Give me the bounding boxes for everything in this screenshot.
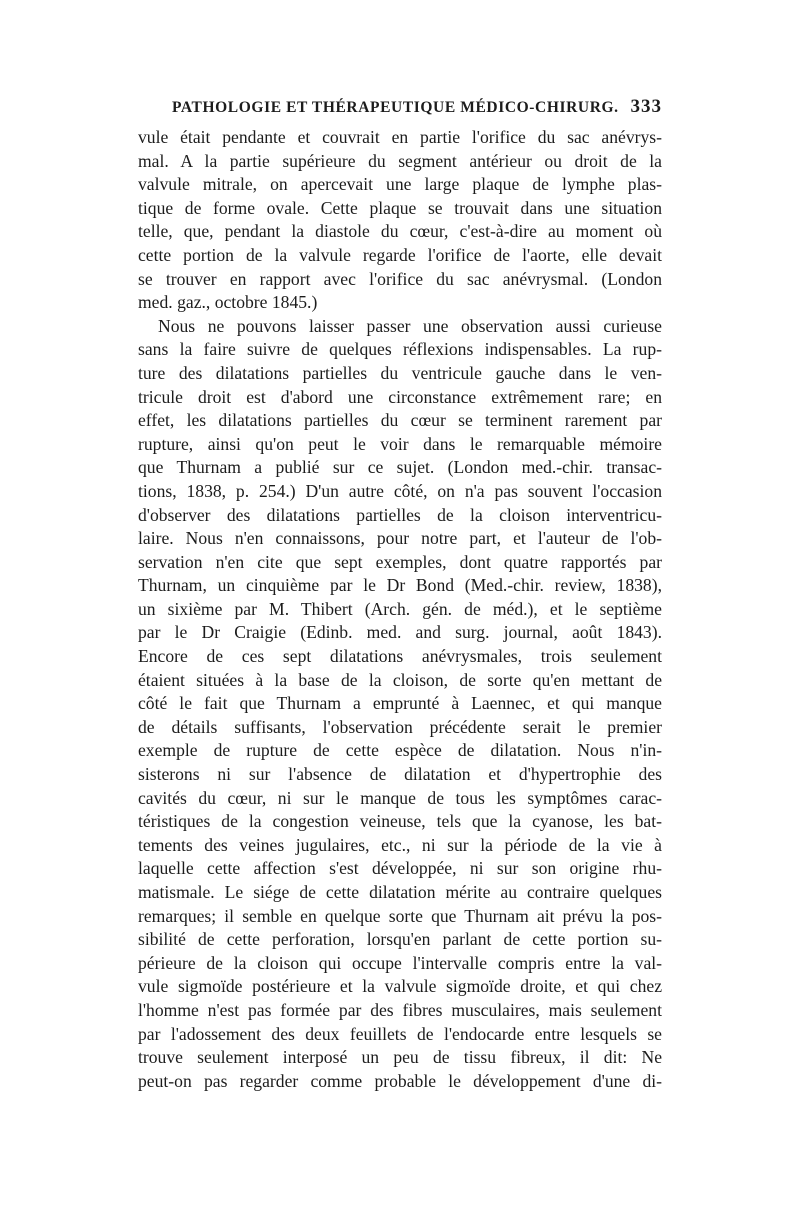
- text-line: servation n'en cite que sept exemples, dont quatre rapportés par: [138, 551, 662, 572]
- text-line: valvule mitrale, on apercevait une large plaque de lymphe plas-: [138, 174, 662, 195]
- text-line: que Thurnam a publié sur ce sujet. (London med.-chir. transac-: [138, 457, 662, 478]
- text-line: d'observer des dilatations partielles de la cloison interventricu-: [138, 504, 662, 525]
- text-line: périeure de la cloison qui occupe l'intervalle compris entre la val-: [138, 952, 662, 973]
- text-line: Nous ne pouvons laisser passer une observation aussi curieuse: [158, 315, 662, 336]
- text-line: par le Dr Craigie (Edinb. med. and surg. journal, août 1843).: [138, 622, 662, 643]
- text-line: Encore de ces sept dilatations anévrysmales, trois seulement: [138, 646, 662, 667]
- text-line: par l'adossement des deux feuillets de l'endocarde entre lesquels se: [138, 1023, 662, 1044]
- text-line: sisterons ni sur l'absence de dilatation et d'hypertrophie des: [138, 764, 662, 785]
- text-line: l'homme n'est pas formée par des fibres musculaires, mais seulement: [138, 999, 662, 1020]
- running-title: PATHOLOGIE ET THÉRAPEUTIQUE MÉDICO-CHIRURG.: [172, 99, 619, 116]
- text-line: remarques; il semble en quelque sorte que Thurnam ait prévu la pos-: [138, 905, 662, 926]
- text-line: un sixième par M. Thibert (Arch. gén. de méd.), et le septième: [138, 598, 662, 619]
- text-line: peut-on pas regarder comme probable le développement d'une di-: [138, 1070, 662, 1091]
- text-line: ture des dilatations partielles du ventricule gauche dans le ven-: [138, 362, 662, 383]
- book-page: [138, 96, 662, 1093]
- text-line: vule sigmoïde postérieure et la valvule sigmoïde droite, et qui chez: [138, 976, 662, 997]
- text-line: tions, 1838, p. 254.) D'un autre côté, on n'a pas souvent l'occasion: [138, 480, 662, 501]
- text-line: rupture, ainsi qu'on peut le voir dans le remarquable mémoire: [138, 433, 662, 454]
- text-line: cette portion de la valvule regarde l'orifice de l'aorte, elle devait: [138, 244, 662, 265]
- text-line: trouve seulement interposé un peu de tissu fibreux, il dit: Ne: [138, 1047, 662, 1068]
- text-line: cavités du cœur, ni sur le manque de tous les symptômes carac-: [138, 787, 662, 808]
- text-line: étaient situées à la base de la cloison, de sorte qu'en mettant de: [138, 669, 662, 690]
- text-line: telle, que, pendant la diastole du cœur, c'est-à-dire au moment où: [138, 221, 662, 242]
- text-line: se trouver en rapport avec l'orifice du sac anévrysmal. (London: [138, 268, 662, 289]
- text-line: laquelle cette affection s'est développée, ni sur son origine rhu-: [138, 858, 662, 879]
- text-line: de détails suffisants, l'observation précédente serait le premier: [138, 716, 662, 737]
- text-line: côté le fait que Thurnam a emprunté à Laennec, et qui manque: [138, 693, 662, 714]
- text-line: mal. A la partie supérieure du segment antérieur ou droit de la: [138, 150, 662, 171]
- running-header: [172, 96, 662, 122]
- text-line: tements des veines jugulaires, etc., ni sur la période de la vie à: [138, 834, 662, 855]
- text-line: effet, les dilatations partielles du cœur se terminent rarement par: [138, 410, 662, 431]
- text-line: sans la faire suivre de quelques réflexions indispensables. La rup-: [138, 339, 662, 360]
- text-line: matismale. Le siége de cette dilatation mérite au contraire quelques: [138, 882, 662, 902]
- text-line: vule était pendante et couvrait en partie l'orifice du sac anévrys-: [138, 127, 662, 147]
- text-line: tricule droit est d'abord une circonstance extrêmement rare; en: [138, 386, 662, 407]
- text-line: Thurnam, un cinquième par le Dr Bond (Med.-chir. review, 1838),: [138, 575, 662, 596]
- page-number: 333: [630, 96, 662, 117]
- text-line: téristiques de la congestion veineuse, tels que la cyanose, les bat-: [138, 811, 662, 832]
- text-line: med. gaz., octobre 1845.): [138, 292, 318, 313]
- text-line: tique de forme ovale. Cette plaque se trouvait dans une situation: [138, 197, 662, 218]
- text-line: exemple de rupture de cette espèce de dilatation. Nous n'in-: [138, 740, 662, 761]
- body-text: [138, 126, 662, 1093]
- text-line: sibilité de cette perforation, lorsqu'en parlant de cette portion su-: [138, 929, 662, 950]
- text-line: laire. Nous n'en connaissons, pour notre part, et l'auteur de l'ob-: [138, 528, 662, 549]
